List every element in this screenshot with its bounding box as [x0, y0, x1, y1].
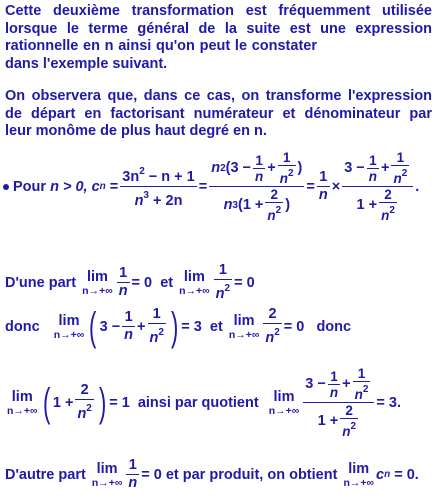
num: 1	[319, 169, 328, 185]
lim-sub: n→+∞	[91, 476, 123, 489]
times: ×	[331, 178, 341, 195]
formula-quotient	[5, 366, 437, 439]
lim-word: lim	[183, 268, 205, 285]
den: n	[381, 208, 390, 223]
period: .	[396, 394, 401, 411]
text-quotient: ainsi par quotient	[137, 394, 259, 411]
lim-word: lim	[96, 460, 118, 477]
text-donc: donc	[316, 318, 352, 335]
num: 1	[369, 152, 377, 168]
val: 1	[52, 394, 61, 411]
num: 3	[344, 159, 353, 176]
lim-word: lim	[11, 388, 33, 405]
den: n	[265, 330, 275, 346]
text-line: lorsque le terme général de la suite est une expression	[5, 20, 432, 37]
text-line: rationnelle en n ainsi qu'on peut le constater	[5, 38, 317, 54]
lim-sub: n→+∞	[228, 328, 260, 341]
den: n	[77, 406, 87, 422]
exp: 2	[158, 327, 164, 338]
sub-n: n	[99, 181, 106, 192]
num: 2	[384, 187, 392, 202]
op: −	[356, 159, 365, 176]
den: n	[118, 283, 128, 299]
val: 3	[388, 394, 397, 411]
eq: =	[109, 394, 118, 411]
frac	[117, 265, 130, 300]
den: n	[279, 171, 288, 186]
text-dautre-part: D'autre part	[5, 466, 86, 483]
num: 2	[268, 306, 277, 322]
text-dune-part: D'une part	[5, 274, 77, 291]
exp: 2	[86, 403, 92, 414]
lim-op	[54, 313, 85, 341]
sub-n: n	[384, 469, 391, 480]
lim-op	[92, 461, 123, 489]
op: −	[111, 318, 121, 335]
text-line: de départ en factorisant numérateur et dénominateur par	[5, 105, 432, 122]
exp: 2	[224, 283, 231, 294]
exp: 2	[401, 168, 408, 179]
lim-sub: n→+∞	[268, 404, 300, 417]
eq: =	[306, 178, 315, 195]
lim-op	[82, 269, 113, 297]
lim-sub: n→+∞	[53, 328, 85, 341]
num: 1	[218, 262, 227, 278]
frac	[263, 306, 281, 347]
paren: (	[89, 304, 97, 349]
val: 0	[153, 466, 162, 483]
eq: =	[234, 274, 243, 291]
exp: 2	[287, 168, 294, 179]
exp: 2	[350, 421, 357, 432]
den: n	[368, 168, 378, 184]
den: n	[149, 330, 159, 346]
text-donc: donc	[5, 318, 40, 335]
den: n	[342, 424, 351, 439]
eq: =	[109, 178, 119, 195]
num: 1	[330, 368, 338, 384]
den: n	[255, 168, 264, 184]
num: 1	[119, 265, 128, 281]
fraction-big	[303, 366, 374, 439]
formula-limits-2	[5, 306, 437, 347]
den: n	[124, 327, 134, 343]
den: n	[134, 193, 144, 209]
var-c: c	[91, 178, 100, 195]
val: 0	[144, 274, 153, 291]
val: 0	[296, 318, 305, 335]
formula-limits-1	[5, 262, 437, 303]
den: n	[215, 286, 225, 302]
num: 1	[255, 152, 263, 168]
frac	[214, 262, 232, 303]
fraction-4	[342, 150, 413, 223]
num: 1	[396, 150, 405, 165]
op: +	[137, 318, 146, 335]
lim-op	[229, 313, 260, 341]
num: 1	[357, 366, 366, 381]
op: +	[267, 159, 276, 176]
num: 1	[128, 457, 137, 473]
fraction-1	[120, 163, 196, 210]
eq: =	[131, 274, 141, 291]
den: n	[267, 208, 276, 223]
text-et: et	[160, 274, 174, 291]
op: +	[64, 394, 74, 411]
exp: 3	[232, 199, 238, 211]
lim-word: lim	[58, 312, 80, 329]
lim-word: lim	[273, 388, 295, 405]
period: .	[414, 466, 419, 483]
num: n	[211, 159, 221, 176]
text-pour: Pour	[13, 178, 47, 195]
den: 1	[356, 196, 365, 213]
num: 3	[305, 375, 314, 392]
den: n	[354, 387, 363, 402]
val: 0	[246, 274, 255, 291]
bullet-icon	[3, 184, 9, 190]
den: 1	[317, 412, 326, 429]
formula-conclusion	[5, 457, 437, 492]
lim-op	[269, 389, 300, 417]
lim-word: lim	[86, 268, 108, 285]
eq: =	[283, 318, 293, 335]
lim-word: lim	[348, 460, 370, 477]
exp: 2	[362, 384, 369, 395]
paren: (	[42, 380, 50, 425]
val: 1	[121, 394, 130, 411]
op: +	[342, 375, 351, 392]
den: n	[223, 196, 233, 213]
paragraph-observation	[5, 88, 432, 141]
text-line: On observera que, dans ce cas, on transforme l'expression	[5, 88, 432, 104]
paren: )	[98, 380, 107, 425]
text-line: leur monôme de plus haut degré en n.	[5, 123, 267, 139]
exp: 2	[139, 166, 145, 177]
num: 2	[80, 382, 89, 398]
op: )	[297, 159, 303, 176]
lim-op	[179, 269, 210, 297]
num: (3 −	[225, 159, 252, 176]
num: 1	[282, 150, 291, 165]
fraction-3	[317, 169, 330, 204]
frac	[122, 309, 135, 344]
lim-sub: n→+∞	[82, 284, 113, 297]
val: 0	[406, 466, 415, 483]
op: +	[329, 412, 339, 429]
num: 2	[345, 403, 353, 418]
num: − n + 1	[144, 169, 195, 185]
fraction-2	[209, 150, 304, 223]
formula-cn	[3, 150, 437, 223]
text-et: et	[209, 318, 223, 335]
op: −	[317, 375, 326, 392]
text-line: Cette deuxième transformation est fréquemment utilisée	[5, 3, 432, 19]
eq: =	[394, 466, 403, 483]
den: n	[393, 171, 402, 186]
lim-word: lim	[233, 312, 255, 329]
op: +	[368, 196, 378, 213]
exp: 2	[274, 327, 280, 338]
val: 3	[193, 318, 202, 335]
paren: )	[170, 304, 179, 349]
op: +	[381, 159, 390, 176]
den: n	[128, 475, 138, 491]
exp: 2	[220, 162, 226, 174]
lim-sub: n→+∞	[7, 404, 38, 417]
lim-op	[7, 389, 38, 417]
frac	[148, 306, 166, 347]
op: )	[285, 196, 291, 213]
frac	[126, 457, 139, 492]
den: (1 +	[237, 196, 264, 213]
eq: =	[198, 178, 208, 195]
num: 1	[152, 306, 161, 322]
exp: 2	[389, 205, 395, 216]
lim-sub: n→+∞	[343, 476, 374, 489]
num: 3n	[122, 169, 140, 185]
den: n	[318, 187, 328, 203]
condition: n > 0,	[50, 178, 88, 195]
lim-sub: n→+∞	[179, 284, 210, 297]
lim-op	[343, 461, 374, 489]
paragraph-intro	[5, 3, 432, 73]
val: 3	[99, 318, 108, 335]
num: 1	[124, 309, 133, 325]
exp: 2	[275, 205, 282, 216]
frac	[75, 382, 93, 423]
period: .	[415, 178, 420, 195]
den: n	[329, 384, 339, 400]
eq: =	[376, 394, 385, 411]
eq: =	[141, 466, 150, 483]
den: + 2n	[148, 193, 183, 209]
text-produit: et par produit, on obtient	[165, 466, 338, 483]
num: 2	[270, 187, 279, 202]
exp: 3	[143, 190, 149, 201]
text-line: dans l'exemple suivant.	[5, 55, 168, 72]
var-c: c	[375, 466, 385, 483]
eq: =	[181, 318, 190, 335]
